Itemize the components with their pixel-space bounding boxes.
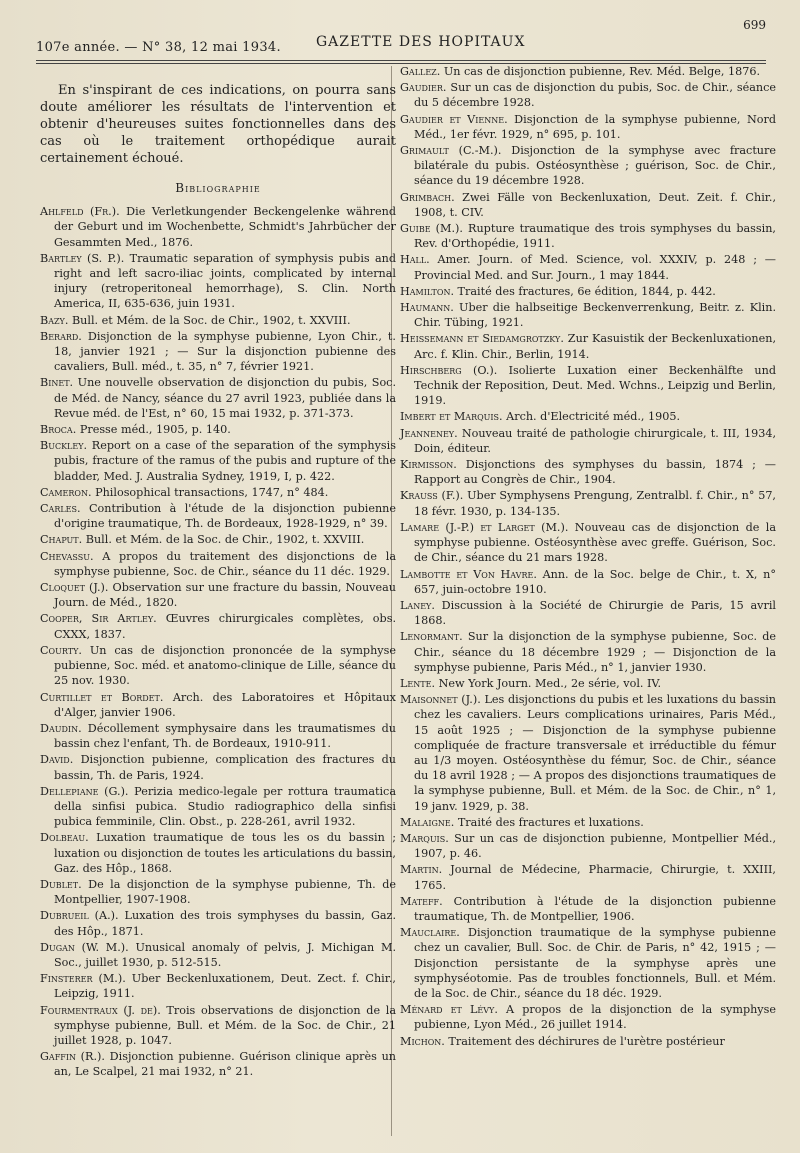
entry-text: Traité des fractures et luxations.: [454, 815, 644, 829]
entry-text: Philosophical transactions, 1747, n° 484.: [91, 485, 329, 499]
bibliography-entry: [40, 690, 396, 720]
bibliography-entry: [40, 721, 396, 751]
bibliography-entry: [40, 580, 396, 610]
entry-text: Trois observations de disjonction de la symphyse pubienne, Bull. et Mém. de la Soc. de Chir., 21 juillet 1928, p. 1047.: [54, 1003, 396, 1047]
bibliography-entry: [400, 409, 776, 424]
entry-text: Zwei Fälle von Beckenluxation, Deut. Zeit. f. Chir., 1908, t. CIV.: [414, 190, 776, 219]
entry-author: Marquis.: [400, 831, 449, 845]
entry-text: Disjonction pubienne. Guérison clinique après un an, Le Scalpel, 21 mai 1932, n° 21.: [54, 1050, 396, 1079]
bibliography-entry: [40, 830, 396, 876]
bibliography-entry: [40, 438, 396, 484]
entry-author: Lambotte et Von Havre.: [400, 567, 537, 581]
entry-author: Dubrueil (A.).: [40, 909, 119, 923]
entry-text: Nouveau traité de pathologie chirurgicale, t. III, 1934, Doin, éditeur.: [414, 426, 776, 455]
bibliography-entry: [40, 752, 396, 782]
entry-author: Broca.: [40, 423, 77, 437]
entry-text: Isolierte Luxation einer Beckenhälfte und Technik der Reposition, Deut. Med. Wchns., Leipzig und Berlin, 1919.: [414, 363, 776, 408]
entry-text: Une nouvelle observation de disjonction du pubis, Soc. de Méd. de Nancy, séance du 27 avril 1923, publiée dans la Revue méd. de l'Est, n° 60, 15 mai 1932, p. 371-373.: [54, 376, 396, 420]
entry-text: Traité des fractures, 6e édition, 1844, p. 442.: [454, 284, 716, 298]
entry-text: Amer. Journ. of Med. Science, vol. XXXIV, p. 248 ; — Provincial Med. and Sur. Journ., 1 may 1844.: [414, 253, 776, 282]
journal-title: GAZETTE DES HOPITAUX: [316, 34, 526, 50]
entry-author: Dolbeau.: [40, 831, 89, 845]
page-header: [36, 18, 766, 64]
entry-text: Décollement symphysaire dans les traumatismes du bassin chez l'enfant, Th. de Bordeaux, 1910-911.: [54, 721, 396, 751]
entry-author: Imbert et Marquis.: [400, 410, 503, 424]
entry-author: Lente.: [400, 676, 436, 690]
entry-author: Berard.: [40, 329, 82, 343]
bibliography-entry: [40, 549, 396, 579]
entry-text: Sur un cas de disjonction pubienne, Montpellier Méd., 1907, p. 46.: [414, 831, 776, 861]
entry-author: Heissemann et Siedamgrotzky.: [400, 332, 564, 346]
entry-text: Luxation traumatique de tous les os du bassin ; luxation ou disjonction de toutes les articulations du bassin, Gaz. des Hôp., 1868.: [54, 831, 396, 875]
bibliography-entry: [400, 221, 776, 251]
right-column: [400, 64, 776, 1050]
bibliography-entry: [400, 815, 776, 830]
entry-text: Contribution à l'étude de la disjonction pubienne d'origine traumatique, Th. de Bordeaux, 1928-1929, n° 39.: [54, 502, 396, 531]
bibliography-entry: [400, 426, 776, 456]
entry-text: Sur la disjonction de la symphyse pubienne, Soc. de Chir., séance du 18 décembre 1929 ; — Disjonction de la symphyse pubienne, Paris Méd., n° 1, janvier 1930.: [414, 630, 776, 674]
entry-text: Disjonction de la symphyse pubienne, Lyon Chir., t. 18, janvier 1921 ; — Sur la disjonction pubienne des cavaliers, Bull. méd., t. 35, n° 7, février 1921.: [54, 329, 396, 374]
entry-text: Les disjonctions du pubis et les luxations du bassin chez les cavaliers. Leurs complications urinaires, Paris Méd., 15 août 1925 ; — Disjonction de la symphyse pubienne compliquée de fracture transversale et irréductible du fémur au 1/3 moyen. Ostéosynthèse du fémur, Soc. de Chir., séance du 18 avril 1928 ; — A propos des disjonctions traumatiques de la symphyse pubienne, Bull. et Mém. de la Soc. de Chir., n° 1, 19 janv. 1929, p. 38.: [414, 693, 776, 813]
issue-line: 107e année. — N° 38, 12 mai 1934.: [36, 40, 281, 55]
entry-author: Gaudier et Vienne.: [400, 112, 508, 126]
entry-author: Ahlfeld (Fr.).: [40, 205, 120, 219]
bibliography-entry: [400, 862, 776, 892]
entry-text: Bull. et Mém. de la Soc. de Chir., 1902, t. XXVIII.: [68, 313, 351, 327]
entry-author: Hall.: [400, 253, 430, 267]
entry-text: Œuvres chirurgicales complètes, obs. CXXX, 1837.: [54, 612, 397, 641]
entry-text: Disjonction traumatique de la symphyse pubienne chez un cavalier, Bull. Soc. de Chir. de Paris, n° 42, 1915 ; — Disjonction persistante de la symphyse après une symphyséotomie. Pas de troubles fonctionnels, Bull. et Mém. de la Soc. de Chir., séance du 18 déc. 1929.: [414, 926, 776, 1000]
entry-author: Daudin.: [40, 721, 82, 735]
entry-author: Dellepiane (G.).: [40, 784, 129, 798]
entry-text: Disjonction de la symphyse pubienne, Nord Méd., 1er févr. 1929, n° 695, p. 101.: [414, 112, 776, 141]
page-number: 699: [743, 18, 766, 32]
entry-author: Dublet.: [40, 877, 82, 891]
bibliography-entry: [400, 894, 776, 924]
entry-author: Mauclaire.: [400, 926, 460, 940]
entry-author: Cloquet (J.).: [40, 581, 109, 595]
bibliography-entry: [400, 629, 776, 675]
entry-author: Courty.: [40, 643, 82, 657]
entry-text: Unusical anomaly of pelvis, J. Michigan M. Soc., juillet 1930, p. 512-515.: [54, 940, 396, 969]
bibliography-entry: [40, 877, 396, 907]
entry-text: Perizia medico-legale per rottura traumatica della sinfisi pubica. Studio radiographico della sinfisi pubica femminile, Clin. Obst., p. 228-261, avril 1932.: [54, 784, 396, 829]
entry-author: Chevassu.: [40, 549, 94, 563]
entry-author: Guibe (M.).: [400, 222, 463, 236]
entry-author: Lenormant.: [400, 630, 463, 644]
entry-author: Laney.: [400, 598, 435, 612]
entry-author: Bazy.: [40, 313, 69, 327]
entry-author: Binet.: [40, 376, 74, 390]
entry-text: Ann. de la Soc. belge de Chir., t. X, n° 657, juin-octobre 1910.: [414, 567, 776, 596]
entry-author: Chaput.: [40, 533, 83, 547]
entry-text: Journal de Médecine, Pharmacie, Chirurgie, t. XXIII, 1765.: [414, 863, 776, 892]
bibliography-entry: [40, 1003, 396, 1049]
bibliography-entry: [400, 676, 776, 691]
entry-text: A propos de la disjonction de la symphyse pubienne, Lyon Méd., 26 juillet 1914.: [414, 1003, 776, 1032]
bibliography-entry: [40, 784, 396, 830]
bibliography-entry: [400, 300, 776, 330]
bibliography-entry: [400, 1002, 776, 1032]
entry-text: Uber die halbseitige Beckenverrenkung, Beitr. z. Klin. Chir. Tübing, 1921.: [414, 301, 776, 330]
bibliography-entry: [40, 940, 396, 970]
entry-author: Ménard et Lévy.: [400, 1003, 498, 1017]
entry-text: Contribution à l'étude de la disjonction pubienne traumatique, Th. de Montpellier, 1906.: [414, 894, 776, 923]
bibliography-entry: [400, 457, 776, 487]
entry-text: Die Verletkungender Beckengelenke während der Geburt und im Wochenbette, Schmidt's Jahrbücher der Gesammten Med., 1876.: [54, 205, 396, 249]
entry-text: Nouveau cas de disjonction de la symphyse pubienne. Ostéosynthèse avec greffe. Guérison, Soc. de Chir., séance du 21 mars 1928.: [414, 520, 777, 565]
entry-author: Jeanneney.: [400, 426, 458, 440]
entry-author: Grimbach.: [400, 190, 455, 204]
entry-text: Arch. des Laboratoires et Hôpitaux d'Alger, janvier 1906.: [54, 690, 396, 719]
bibliography-entry: [40, 375, 396, 421]
bibliography-title: Bibliographie: [175, 181, 261, 195]
bibliography-entry: [400, 143, 776, 189]
entry-text: Observation sur une fracture du bassin, Nouveau Journ. de Méd., 1820.: [54, 581, 397, 610]
bibliography-entry: [400, 331, 776, 361]
entry-text: Zur Kasuistik der Beckenluxationen, Arc. f. Klin. Chir., Berlin, 1914.: [414, 332, 776, 361]
bibliography-entry: [40, 501, 396, 531]
entry-text: Sur un cas de disjonction du pubis, Soc. de Chir., séance du 5 décembre 1928.: [414, 81, 776, 110]
entry-text: Disjonction pubienne, complication des fractures du bassin, Th. de Paris, 1924.: [54, 753, 396, 782]
entry-author: Malaigne.: [400, 815, 455, 829]
bibliography-entry: [40, 204, 396, 250]
bibliography-entry: [400, 1034, 776, 1049]
entry-author: Hirschberg (O.).: [400, 363, 498, 377]
entry-text: Traitement des déchirures de l'urètre postérieur: [444, 1034, 725, 1048]
bibliography-entry: [40, 422, 396, 437]
entry-text: Un cas de disjonction pubienne, Rev. Méd. Belge, 1876.: [440, 65, 761, 78]
left-column: [40, 72, 396, 1081]
entry-text: Uber Beckenluxationem, Deut. Zect. f. Chir., Leipzig, 1911.: [54, 972, 396, 1001]
header-rule: [36, 60, 766, 61]
entry-author: Bartley (S. P.).: [40, 251, 125, 265]
entry-text: Bull. et Mém. de la Soc. de Chir., 1902, t. XXVIII.: [82, 533, 365, 547]
entry-text: Presse méd., 1905, p. 140.: [76, 423, 231, 437]
bibliography-entry: [40, 1049, 396, 1079]
bibliography-entry: [40, 313, 396, 328]
entry-text: Uber Symphysens Prengung, Zentralbl. f. Chir., n° 57, 18 févr. 1930, p. 134-135.: [414, 489, 776, 518]
entry-text: New York Journ. Med., 2e série, vol. IV.: [435, 676, 662, 690]
entry-text: Traumatic separation of symphysis pubis and right and left sacro-iliac joints, complicated by internal injury (retroperitoneal hemorrhage), S. Clin. North America, II, 635-636, juin 1931.: [54, 251, 397, 311]
entry-text: Rupture traumatique des trois symphyses du bassin, Rev. d'Orthopédie, 1911.: [414, 222, 776, 251]
entry-text: A propos du traitement des disjonctions de la symphyse pubienne, Soc. de Chir., séance du 11 déc. 1929.: [54, 549, 396, 578]
entry-text: Disjonction de la symphyse avec fracture bilatérale du pubis. Ostéosynthèse ; guérison, Soc. de Chir., séance du 19 décembre 1928.: [414, 144, 776, 188]
bibliography-list-right: [400, 64, 776, 1049]
entry-author: Cameron.: [40, 485, 92, 499]
bibliography-entry: [400, 598, 776, 628]
entry-author: Michon.: [400, 1034, 445, 1048]
entry-author: Gallez.: [400, 65, 441, 78]
entry-author: Hamilton.: [400, 284, 454, 298]
bibliography-entry: [400, 112, 776, 142]
entry-author: Finsterer (M.).: [40, 972, 126, 986]
bibliography-entry: [40, 643, 396, 689]
entry-author: Grimault (C.-M.).: [400, 144, 502, 158]
entry-author: Maisonnet (J.).: [400, 693, 481, 707]
entry-author: Martin.: [400, 863, 443, 877]
entry-text: De la disjonction de la symphyse pubienne, Th. de Montpellier, 1907-1908.: [54, 877, 396, 907]
bibliography-entry: [400, 80, 776, 110]
bibliography-entry: [400, 190, 776, 220]
entry-text: Report on a case of the separation of the symphysis pubis, fracture of the ramus of the pubis and rupture of the bladder, Med. J. Australia Sydney, 1919, I, p. 422.: [54, 439, 396, 483]
entry-author: David.: [40, 753, 74, 767]
entry-author: Carles.: [40, 502, 81, 516]
bibliography-entry: [40, 971, 396, 1001]
entry-author: Curtillet et Bordet.: [40, 690, 164, 704]
bibliography-list-left: [40, 204, 396, 1079]
bibliography-entry: [40, 485, 396, 500]
bibliography-entry: [40, 611, 396, 641]
entry-author: Mateff.: [400, 894, 443, 908]
entry-author: Cooper, Sir Artley.: [40, 612, 157, 626]
entry-author: Fourmentraux (J. de).: [40, 1003, 161, 1017]
bibliography-entry: [400, 64, 776, 79]
entry-author: Krauss (F.).: [400, 489, 464, 503]
entry-author: Lamare (J.-P.) et Larget (M.).: [400, 520, 569, 534]
entry-author: Gaffin (R.).: [40, 1050, 105, 1064]
bibliography-entry: [40, 329, 396, 375]
bibliography-entry: [400, 284, 776, 299]
bibliography-entry: [400, 363, 776, 409]
bibliography-entry: [400, 831, 776, 861]
bibliography-entry: [400, 567, 776, 597]
entry-author: Kirmisson.: [400, 458, 457, 472]
bibliography-entry: [40, 251, 396, 312]
bibliography-entry: [400, 252, 776, 282]
bibliography-entry: [400, 520, 776, 566]
entry-text: Arch. d'Electricité méd., 1905.: [502, 410, 681, 424]
bibliography-entry: [400, 925, 776, 1001]
bibliography-entry: [40, 908, 396, 938]
entry-text: Luxation des trois symphyses du bassin, Gaz. des Hôp., 1871.: [54, 909, 396, 938]
entry-author: Gaudier.: [400, 81, 447, 95]
entry-author: Dugan (W. M.).: [40, 940, 129, 954]
intro-paragraph: En s'inspirant de ces indications, on pourra sans doute améliorer les résultats de l'intervention et obtenir d'heureuses suites fonctionnelles dans des cas où le traitement orthopédique aurait certainement échoué.: [40, 83, 396, 166]
entry-author: Haumann.: [400, 301, 454, 315]
entry-text: Un cas de disjonction prononcée de la symphyse pubienne, Soc. méd. et anatomo-clinique de Lille, séance du 25 nov. 1930.: [54, 643, 396, 688]
bibliography-entry: [400, 488, 776, 518]
bibliography-entry: [40, 532, 396, 547]
bibliography-entry: [400, 692, 776, 814]
entry-author: Buckley.: [40, 439, 88, 453]
entry-text: Discussion à la Société de Chirurgie de Paris, 15 avril 1868.: [414, 598, 776, 628]
entry-text: Disjonctions des symphyses du bassin, 1874 ; — Rapport au Congrès de Chir., 1904.: [414, 458, 776, 487]
